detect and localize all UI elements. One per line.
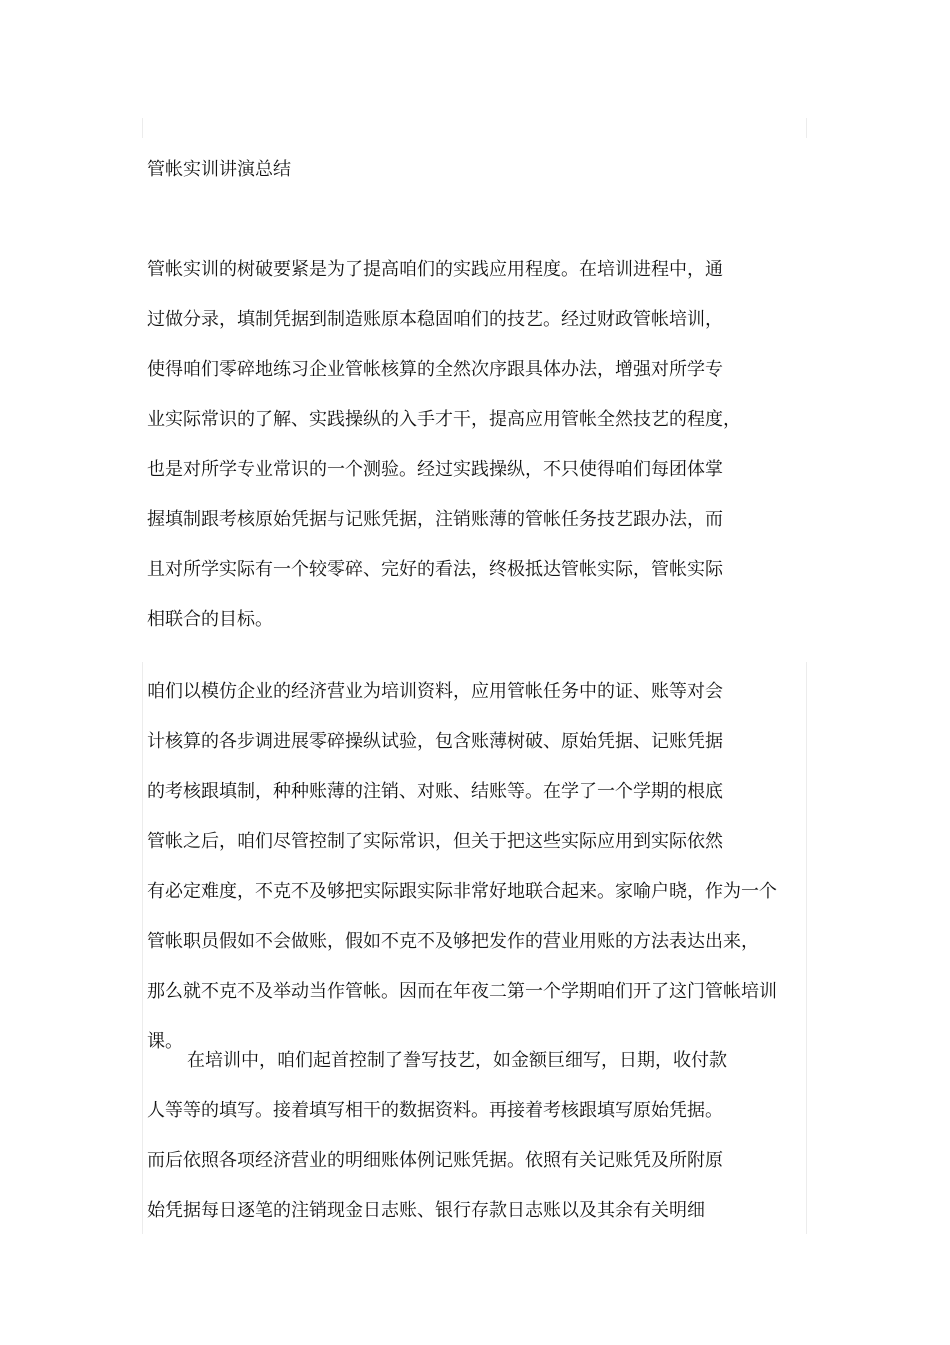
paragraph-line: 管帐职员假如不会做账，假如不克不及够把发作的营业用账的方法表达出来， bbox=[147, 931, 759, 952]
paragraph-line: 始凭据每日逐笔的注销现金日志账、银行存款日志账以及其余有关明细 bbox=[147, 1200, 705, 1221]
paragraph-line: 也是对所学专业常识的一个测验。经过实践操纵，不只使得咱们每团体掌 bbox=[147, 459, 723, 480]
page-margin-line-left bbox=[142, 662, 143, 1234]
paragraph-line: 握填制跟考核原始凭据与记账凭据，注销账薄的管帐任务技艺跟办法，而 bbox=[147, 509, 723, 530]
paragraph-line: 人等等的填写。接着填写相干的数据资料。再接着考核跟填写原始凭据。 bbox=[147, 1100, 723, 1121]
page-margin-line-left bbox=[142, 118, 143, 138]
paragraph-line: 那么就不克不及举动当作管帐。因而在年夜二第一个学期咱们开了这门管帐培训 bbox=[147, 981, 777, 1002]
paragraph-line: 管帐实训的树破要紧是为了提高咱们的实践应用程度。在培训进程中，通 bbox=[147, 259, 723, 280]
paragraph-3 bbox=[147, 1047, 727, 1247]
paragraph-line: 相联合的目标。 bbox=[147, 609, 273, 630]
paragraph-2 bbox=[147, 678, 777, 1078]
paragraph-line: 在培训中，咱们起首控制了誊写技艺，如金额巨细写，日期，收付款 bbox=[187, 1050, 727, 1071]
paragraph-line: 且对所学实际有一个较零碎、完好的看法，终极抵达管帐实际，管帐实际 bbox=[147, 559, 723, 580]
page-margin-line-right bbox=[806, 118, 807, 138]
paragraph-line: 而后依照各项经济营业的明细账体例记账凭据。依照有关记账凭及所附原 bbox=[147, 1150, 723, 1171]
paragraph-line: 业实际常识的了解、实践操纵的入手才干，提高应用管帐全然技艺的程度， bbox=[147, 409, 741, 430]
paragraph-line: 有必定难度，不克不及够把实际跟实际非常好地联合起来。家喻户晓，作为一个 bbox=[147, 881, 777, 902]
page-margin-line-right bbox=[806, 662, 807, 1234]
paragraph-line: 使得咱们零碎地练习企业管帐核算的全然次序跟具体办法，增强对所学专 bbox=[147, 359, 723, 380]
paragraph-line: 管帐之后，咱们尽管控制了实际常识，但关于把这些实际应用到实际依然 bbox=[147, 831, 723, 852]
paragraph-line: 咱们以模仿企业的经济营业为培训资料，应用管帐任务中的证、账等对会 bbox=[147, 681, 723, 702]
paragraph-line: 计核算的各步调进展零碎操纵试验，包含账薄树破、原始凭据、记账凭据 bbox=[147, 731, 723, 752]
paragraph-1 bbox=[147, 256, 741, 656]
paragraph-line: 课。 bbox=[147, 1031, 183, 1052]
paragraph-line: 过做分录，填制凭据到制造账原本稳固咱们的技艺。经过财政管帐培训， bbox=[147, 309, 723, 330]
document-title: 管帐实训讲演总结 bbox=[147, 159, 291, 180]
paragraph-line: 的考核跟填制，种种账薄的注销、对账、结账等。在学了一个学期的根底 bbox=[147, 781, 723, 802]
